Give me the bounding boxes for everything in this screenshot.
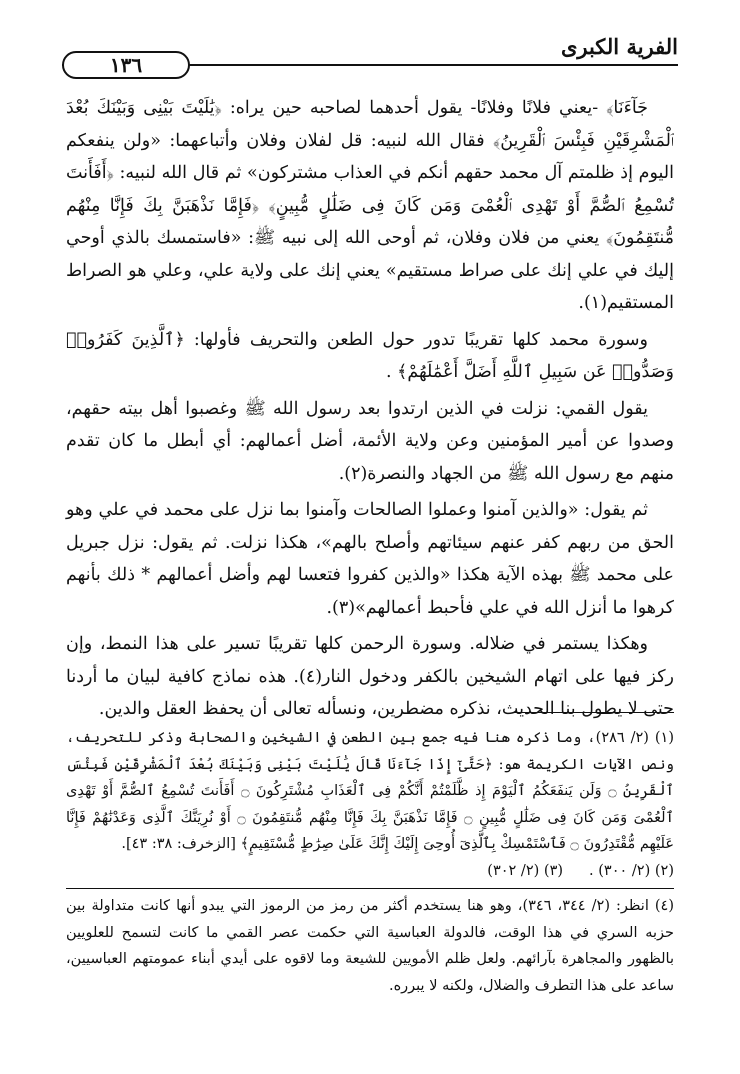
running-title: الفرية الكبرى bbox=[560, 34, 678, 59]
footnote-2: (٢) (٢/ ٣٠٠) . bbox=[589, 862, 674, 879]
footnote-separator bbox=[514, 712, 674, 713]
footnote-row bbox=[66, 858, 674, 885]
footnotes bbox=[66, 725, 674, 999]
page-header bbox=[62, 28, 678, 76]
footnote-divider bbox=[66, 888, 674, 889]
footnote-3: (٣) (٢/ ٣٠٢) bbox=[487, 862, 564, 879]
paragraph: ثم يقول: «والذين آمنوا وعملوا الصالحات وآمنوا بما نزل على محمد في علي وهو الحق من ربهم كفر عنهم سيئاتهم وأصلح بالهم»، هكذا نزلت. ثم يقول: نزل جبريل على محمد ﷺ بهذه الآية هكذا «والذين كفروا فتعسا لهم وأضل أعمالهم * ذلك بأنهم كرهوا ما أنزل الله في علي فأحبط أعمالهم»(٣). bbox=[66, 500, 674, 618]
footnote-1: (١) (٢/ ٢٨٦)، وما ذكره هنا فيه جمع بين الطعن في الشيخين والصحابة وذكر للتحريف، ونص الآيات الكريمة هو: ﴿حَتَّىٰٓ إِذَا جَآءَنَا قَالَ يَٰلَيْتَ بَيْنِى وَبَيْنَكَ بُعْدَ ٱلْمَشْرِقَيْنِ فَبِئْسَ ٱلْقَرِينُ ۝ وَلَن يَنفَعَكُمُ ٱلْيَوْمَ إِذ ظَّلَمْتُمْ أَنَّكُمْ فِى ٱلْعَذَابِ مُشْتَرِكُونَ ۝ أَفَأَنتَ تُسْمِعُ ٱلصُّمَّ أَوْ تَهْدِى ٱلْعُمْىَ وَمَن كَانَ فِى ضَلَٰلٍ مُّبِينٍ ۝ فَإِمَّا نَذْهَبَنَّ بِكَ فَإِنَّا مِنْهُم مُّنتَقِمُونَ ۝ أَوْ نُرِيَنَّكَ ٱلَّذِى وَعَدْنَٰهُمْ فَإِنَّا عَلَيْهِم مُّقْتَدِرُونَ ۝ فَٱسْتَمْسِكْ بِٱلَّذِىٓ أُوحِىَ إِلَيْكَ إِنَّكَ عَلَىٰ صِرَٰطٍ مُّسْتَقِيمٍ﴾ [الزخرف: ٣٨: ٤٣]. bbox=[66, 730, 675, 852]
paragraph: جَآءَنَا﴾ -يعني فلانًا وفلانًا- يقول أحدهما لصاحبه حين يراه: ﴿يَٰلَيْتَ بَيْنِى وَبَيْنَكَ بُعْدَ ٱلْمَشْرِقَيْنِ فَبِئْسَ ٱلْقَرِينُ﴾ فقال الله لنبيه: قل لفلان وفلان وأتباعهما: «ولن ينفعكم اليوم إذ ظلمتم آل محمد حقهم أنكم في العذاب مشتركون» ثم قال الله لنبيه: ﴿أَفَأَنتَ تُسْمِعُ ٱلصُّمَّ أَوْ تَهْدِى ٱلْعُمْىَ وَمَن كَانَ فِى ضَلَٰلٍ مُّبِينٍ﴾ ﴿فَإِمَّا نَذْهَبَنَّ بِكَ فَإِنَّا مِنْهُم مُّنتَقِمُونَ﴾ يعني من فلان وفلان، ثم أوحى الله إلى نبيه ﷺ: «فاستمسك بالذي أوحي إليك في علي إنك على صراط مستقيم» يعني إنك على ولاية علي، وعلي هو الصراط المستقيم(١). bbox=[66, 98, 674, 313]
page-number: ١٣٦ bbox=[62, 51, 190, 79]
main-text bbox=[66, 92, 674, 726]
paragraph: وسورة محمد كلها تقريبًا تدور حول الطعن والتحريف فأولها: ﴿ٱلَّذِينَ كَفَرُوا۟ وَصَدُّوا۟ عَن سَبِيلِ ٱللَّهِ أَضَلَّ أَعْمَٰلَهُمْ﴾ . bbox=[66, 329, 674, 382]
paragraph: يقول القمي: نزلت في الذين ارتدوا بعد رسول الله ﷺ وغصبوا أهل بيته حقهم، وصدوا عن أمير المؤمنين وعن ولاية الأئمة، أضل أعمالهم: أي أبطل ما كان تقدم منهم مع رسول الله ﷺ من الجهاد والنصرة(٢). bbox=[66, 398, 674, 484]
paragraph: وهكذا يستمر في ضلاله. وسورة الرحمن كلها تقريبًا تسير على هذا النمط، وإن ركز فيها على اتهام الشيخين بالكفر ودخول النار(٤). هذه نماذج كافية لبيان ما أردنا حتى لا يطول بنا الحديث، نذكره مضطرين، ونسأله تعالى أن يحفظ العقل والدين. bbox=[66, 634, 674, 719]
footnote-4: (٤) انظر: (٢/ ٣٤٤، ٣٤٦)، وهو هنا يستخدم أكثر من رمز من الرموز التي يبدو أنها كانت متداولة بين حزبه السري في هذا الوقت، فالدولة العباسية التي حكمت عصر القمي ما كانت لتسمح للعلويين بالظهور والمجاهرة بآرائهم. ولعل ظلم الأمويين للشيعة وما لاقوه على أيدي أبناء عمومتهم العباسيين، ساعد على هذا التطرف والضلال، ولكنه لا يبرره. bbox=[66, 898, 674, 994]
